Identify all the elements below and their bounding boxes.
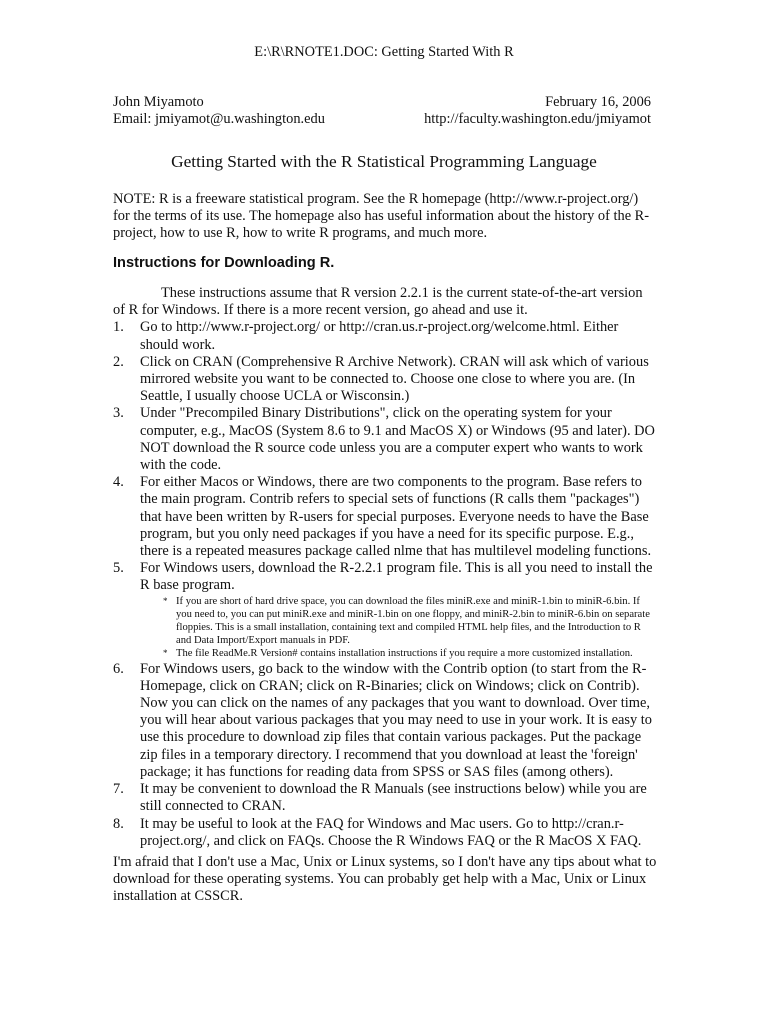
bullet-marker: * [163,595,168,606]
instructions-body [113,285,657,906]
list-item-step-7 [113,781,657,815]
step-number: 1. [113,319,124,336]
author-row-1 [113,94,651,111]
step-number: 8. [113,815,124,832]
sub-bullet-list [140,595,657,661]
sub-bullet-item [163,647,657,660]
note-paragraph: NOTE: R is a freeware statistical program. See the R homepage (http://www.r-project.org/) for the terms of its use. The homepage also has useful information about the history of the R-project, how to use R, how to write R programs, and much more. [113,191,650,242]
step-text: For either Macos or Windows, there are two components to the program. Base refers to the main program. Contrib refers to special sets of functions (R calls them "packages") that have been written by R-users for special purposes. Everyone needs to have the Base program, but you only need packages if you have a need for its specific purpose. E.g., there is a repeated measures package called nlme that has multilevel modeling functions. [140,474,652,560]
list-item-step-8 [113,816,657,850]
author-row-2 [113,111,651,128]
author-name: John Miyamoto [113,94,204,110]
list-item-step-2 [113,354,657,406]
step-text: Go to http://www.r-project.org/ or http://cran.us.r-project.org/welcome.html. Either should work. [140,319,619,353]
step-text: For Windows users, go back to the window with the Contrib option (to start from the R-Homepage, click on CRAN; click on R-Binaries; click on Windows; click on Contrib). Now you can click on the names of any packages that you want to download. Over time, you will hear about various packages that you may need to use in your work. It is easy to use this procedure to download zip files that contain various packages. Put the package zip files in a temporary directory. I recommend that you download at least the 'foreign' package; it has functions for reading data from SPSS or SAS files (among others). [140,660,652,780]
step-number: 7. [113,781,124,798]
sub-bullet-text: If you are short of hard drive space, you can download the files miniR.exe and miniR-1.bin to miniR-6.bin. If you need to, you can put miniR.exe and miniR-1.bin on one floppy, and miniR-2.bin to miniR-6.bin on separate floppies. This is a small installation, containing text and compiled HTML help files, and the Introduction to R and Data Import/Export manuals in PDF. [176,595,650,647]
step-number: 2. [113,353,124,370]
author-email: Email: jmiyamot@u.washington.edu [113,111,325,128]
intro-paragraph: These instructions assume that R version 2.2.1 is the current state-of-the-art version of R for Windows. If there is a more recent version, go ahead and use it. [113,285,643,319]
closing-paragraph: I'm afraid that I don't use a Mac, Unix or Linux systems, so I don't have any tips about what to download for these operating systems. You can probably get help with a Mac, Unix or Linux installation at CSSCR. [113,853,657,905]
steps-list [113,319,657,850]
step-number: 4. [113,474,124,491]
document-date: February 16, 2006 [545,94,651,110]
step-text: It may be convenient to download the R Manuals (see instructions below) while you are still connected to CRAN. [140,781,647,815]
list-item-step-1 [113,319,657,353]
bullet-marker: * [163,648,168,659]
step-number: 6. [113,660,124,677]
step-number: 5. [113,560,124,577]
author-url: http://faculty.washington.edu/jmiyamot [424,111,651,128]
step-text: It may be useful to look at the FAQ for Windows and Mac users. Go to http://cran.r-project.org/, and click on FAQs. Choose the R Windows FAQ or the R MacOS X FAQ. [140,815,642,849]
running-header: E:\R\RNOTE1.DOC: Getting Started With R [254,44,514,60]
list-item-step-4 [113,474,657,560]
step-text: Under "Precompiled Binary Distributions", click on the operating system for your computer, e.g., MacOS (System 8.6 to 9.1 and MacOS X) or Windows (95 and later). DO NOT download the R source code unless you are a computer expert who wants to work with the code. [140,405,655,474]
author-block [113,94,651,128]
list-item-step-5 [113,560,657,660]
step-text: Click on CRAN (Comprehensive R Archive Network). CRAN will ask which of various mirrored website you want to be connected to. Choose one close to where you are. (In Seattle, I usually choose UCLA or Wisconsin.) [140,353,649,405]
sub-bullet-item [163,595,657,648]
section-heading: Instructions for Downloading R. [113,255,335,271]
document-title: Getting Started with the R Statistical Programming Language [171,152,597,171]
step-text: For Windows users, download the R-2.2.1 program file. This is all you need to install the R base program. [140,560,653,594]
step-number: 3. [113,405,124,422]
list-item-step-6 [113,661,657,781]
list-item-step-3 [113,405,657,474]
sub-bullet-text: The file ReadMe.R Version# contains installation instructions if you require a more customized installation. [176,648,633,660]
